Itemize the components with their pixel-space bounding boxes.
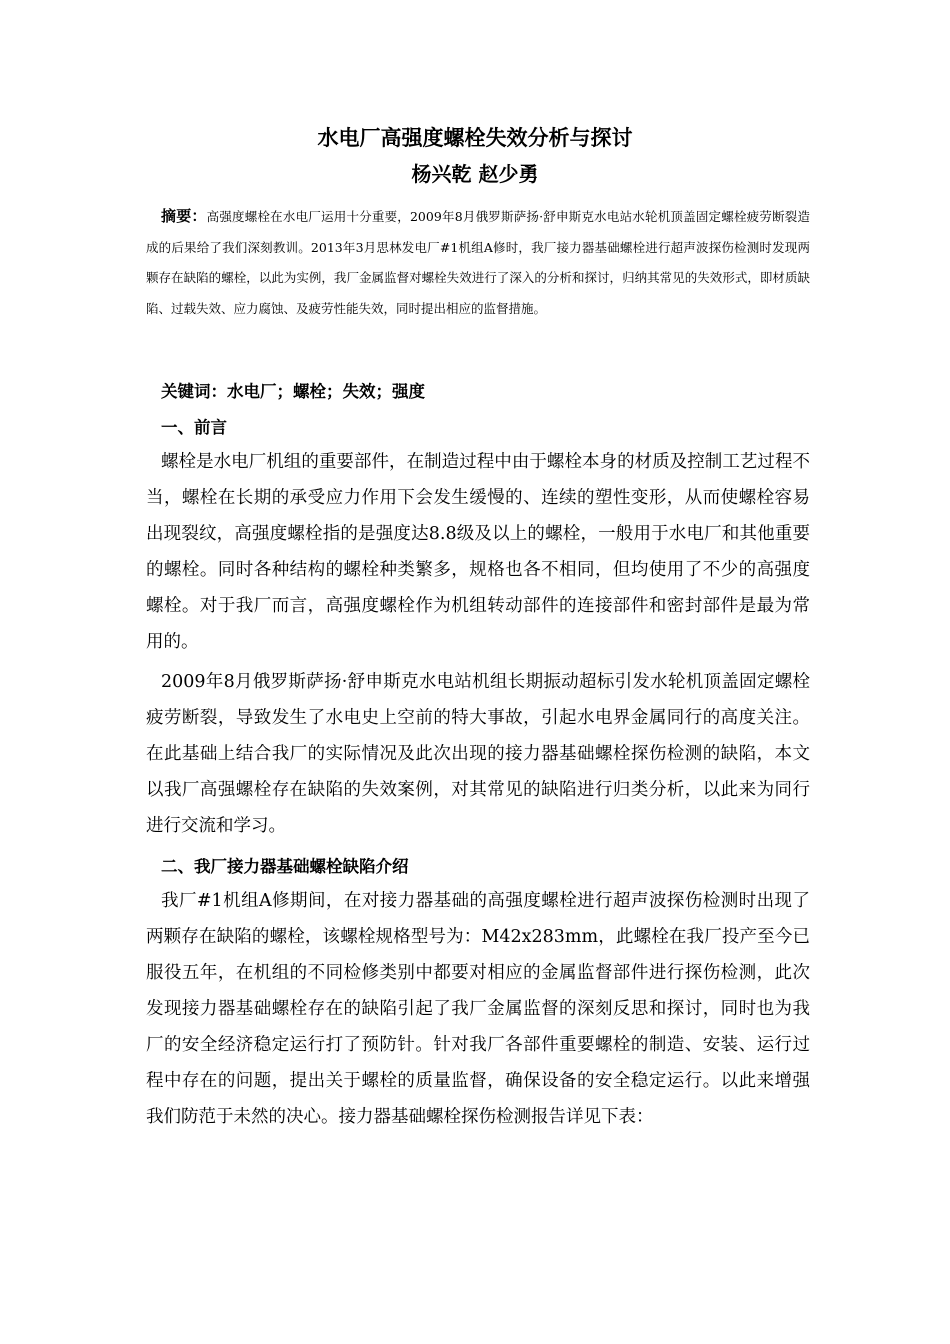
section-heading-defects: 二、我厂接力器基础螺栓缺陷介绍	[161, 857, 409, 876]
abstract	[146, 201, 810, 324]
intro-paragraph-1: 螺栓是水电厂机组的重要部件，在制造过程中由于螺栓本身的材质及控制工艺过程不当，螺栓在长期的承受应力作用下会发生缓慢的、连续的塑性变形，从而使螺栓容易出现裂纹，高强度螺栓指的是强度达8.8级及以上的螺栓，一般用于水电厂和其他重要的螺栓。同时各种结构的螺栓种类繁多，规格也各不相同，但均使用了不少的高强度螺栓。对于我厂而言，高强度螺栓作为机组转动部件的连接部件和密封部件是最为常用的。	[146, 452, 810, 652]
abstract-label: 摘要：	[161, 207, 207, 225]
abstract-text: 高强度螺栓在水电厂运用十分重要，2009年8月俄罗斯萨扬·舒申斯克水电站水轮机顶盖固定螺栓疲劳断裂造成的后果给了我们深刻教训。2013年3月思林发电厂#1机组A修时，我厂接力器基础螺栓进行超声波探伤检测时发现两颗存在缺陷的螺栓，以此为实例，我厂金属监督对螺栓失效进行了深入的分析和探讨，归纳其常见的失效形式，即材质缺陷、过载失效、应力腐蚀、及疲劳性能失效，同时提出相应的监督措施。	[146, 209, 810, 316]
intro-paragraph-2: 2009年8月俄罗斯萨扬·舒申斯克水电站机组长期振动超标引发水轮机顶盖固定螺栓疲劳断裂，导致发生了水电史上空前的特大事故，引起水电界金属同行的高度关注。在此基础上结合我厂的实际情况及此次出现的接力器基础螺栓探伤检测的缺陷，本文以我厂高强螺栓存在缺陷的失效案例，对其常见的缺陷进行归类分析，以此来为同行进行交流和学习。	[146, 672, 810, 836]
defects-paragraph-1: 我厂#1机组A修期间，在对接力器基础的高强度螺栓进行超声波探伤检测时出现了两颗存在缺陷的螺栓，该螺栓规格型号为：M42x283mm，此螺栓在我厂投产至今已服役五年，在机组的不同检修类别中都要对相应的金属监督部件进行探伤检测，此次发现接力器基础螺栓存在的缺陷引起了我厂金属监督的深刻反思和探讨，同时也为我厂的安全经济稳定运行打了预防针。针对我厂各部件重要螺栓的制造、安装、运行过程中存在的问题，提出关于螺栓的质量监督，确保设备的安全稳定运行。以此来增强我们防范于未然的决心。接力器基础螺栓探伤检测报告详见下表：	[146, 891, 810, 1127]
keywords: 关键词：水电厂；螺栓；失效；强度	[161, 382, 425, 401]
paper-title: 水电厂高强度螺栓失效分析与探讨	[317, 126, 633, 150]
paper-authors: 杨兴乾 赵少勇	[411, 162, 539, 186]
section-heading-intro: 一、前言	[161, 418, 227, 437]
